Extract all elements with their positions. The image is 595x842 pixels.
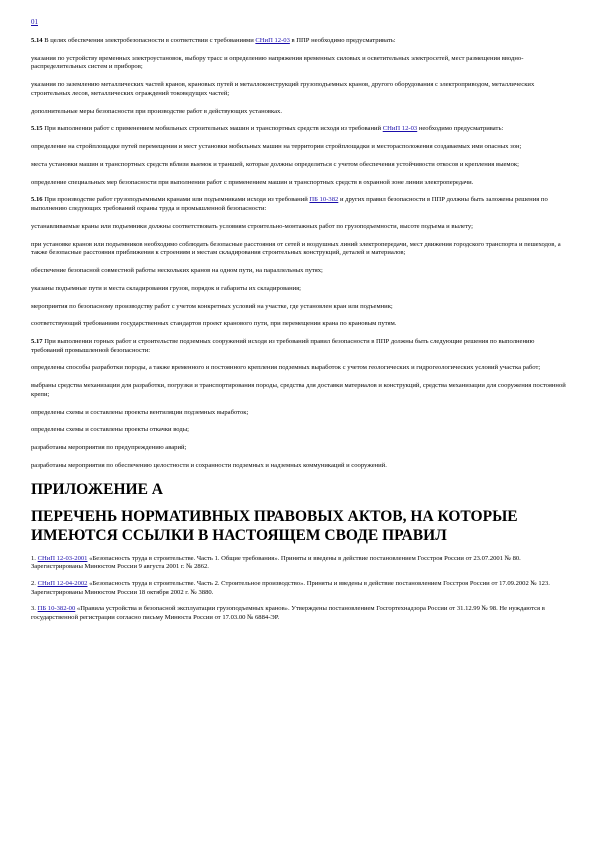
paragraph — [31, 196, 567, 213]
paragraph — [31, 37, 567, 46]
paragraph: разработаны мероприятия по обеспечению целостности и сохранности подземных и надземных коммуникаций и сооружений. — [31, 461, 387, 469]
clause-text: В целях обеспечения электробезопасности в соответствии с требованиями — [42, 37, 256, 44]
paragraph: определены способы разработки породы, а также временного и постоянного крепления подземных выработок с учетом геологических и гидрогеологических условий участка работ; — [31, 364, 541, 372]
paragraph: указания по заземлению металлических частей кранов, крановых путей и металлоконструкций грузоподъемных кранов, другого оборудования с электроприводом, металлических строительных лесов, металлических ограждений токоведущих частей; — [31, 81, 535, 97]
clause-number: 5.17 — [31, 338, 43, 346]
paragraph: определены схемы и составлены проекты вентиляции подземных выработок; — [31, 408, 249, 416]
appendix-title: ПЕРЕЧЕНЬ НОРМАТИВНЫХ ПРАВОВЫХ АКТОВ, НА КОТОРЫЕ ИМЕЮТСЯ ССЫЛКИ В НАСТОЯЩЕМ СВОДЕ ПРАВИЛ — [31, 507, 518, 544]
paragraph: выбраны средства механизации для разработки, погрузки и транспортирования породы, средства для доставки материалов и конструкций, средства механизации для сооружения постоянной крепи; — [31, 382, 566, 398]
reference-link[interactable]: ПБ 10-382-00 — [37, 605, 76, 613]
standard-link[interactable]: СНиП 12-03 — [382, 125, 418, 133]
reference-number: 3. — [31, 605, 36, 613]
paragraph — [31, 338, 567, 355]
paragraph: указаны подъемные пути и места складирования грузов, порядок и габариты их складирования; — [31, 284, 301, 292]
reference-text: «Правила устройства и безопасной эксплуатации грузоподъемных кранов». Утверждены постановлением Госгортехнадзора России от 31.12.99 № 98. Не нуждаются в государственной регистрации согласно письму Минюста России от 17.03.00 № 6884-ЭР. — [31, 605, 545, 621]
reference-list — [31, 555, 567, 623]
clause-text: При выполнении работ с применением мобильных строительных машин и транспортных средств исходя из требований — [42, 125, 383, 133]
standard-link[interactable]: ПБ 10-382 — [309, 196, 339, 204]
document-page — [31, 18, 567, 630]
reference-link[interactable]: СНиП 12-04-2002 — [37, 579, 88, 587]
standard-link[interactable]: СНиП 12-03 — [255, 37, 290, 44]
clause-text: При выполнении горных работ и строительстве подземных сооружений исходя из требований правил безопасности в ППР должны быть следующие решения по выполнению требований промышленной безопасности: — [31, 338, 535, 354]
paragraph: указания по устройству временных электроустановок, выбору трасс и определению напряжения временных силовых и осветительных электросетей, мест размещения вводно-распределительных систем и приборов; — [31, 54, 524, 71]
paragraph: определение на стройплощадке путей перемещения и мест установки мобильных машин на территории стройплощадки и месторасположения создаваемых ими опасных зон; — [31, 143, 522, 151]
paragraph: определены схемы и составлены проекты откачки воды; — [31, 426, 190, 434]
body-paragraphs — [31, 37, 567, 471]
reference-text: «Безопасность труда в строительстве. Часть 1. Общие требования». Приняты и введены в действие постановлением Госстроя России от 23.07.2001 № 80. Зарегистрированы Минюстом России 9 августа 2001 г. № 2862. — [31, 554, 521, 571]
paragraph: дополнительные меры безопасности при производстве работ в действующих установках. — [31, 107, 282, 115]
paragraph: определение специальных мер безопасности при выполнении работ с применением машин и транспортных средств в охранной зоне линии электропередачи. — [31, 178, 474, 186]
paragraph: обеспечение безопасной совместной работы нескольких кранов на одном пути, на параллельных путях; — [31, 266, 323, 274]
clause-number: 5.16 — [31, 196, 43, 204]
paragraph — [31, 125, 567, 134]
reference-item — [31, 605, 567, 622]
reference-number: 2. — [31, 579, 36, 587]
paragraph: разработаны мероприятия по предупреждению аварий; — [31, 444, 187, 452]
paragraph: мероприятия по безопасному производству работ с учетом конкретных условий на участке, где установлен кран или подъемник; — [31, 302, 393, 310]
paragraph: устанавливаемые краны или подъемники должны соответствовать условиям строительно-монтажных работ по грузоподъемности, высоте подъема и вылету; — [31, 222, 473, 230]
clause-number: 5.15 — [31, 125, 43, 133]
clause-text-continued: необходимо предусматривать: — [417, 125, 504, 133]
reference-text: «Безопасность труда в строительстве. Часть 2. Строительное производство». Приняты и введены в действие постановлением Госстроя России от 17.09.2002 № 123. Зарегистрированы Минюстом России 18 октября 2002 г. № 3880. — [31, 579, 550, 596]
paragraph: места установки машин и транспортных средств вблизи выемок и траншей, которые должны определяться с учетом обеспечения устойчивости откосов и крепления выемок; — [31, 160, 519, 168]
reference-item — [31, 555, 567, 572]
top-page-link[interactable]: 01 — [31, 18, 38, 26]
clause-number: 5.14 — [31, 37, 43, 44]
paragraph: соответствующий требованиям государственных стандартов проект кранового пути, при перемещении крана по крановым путям. — [31, 320, 397, 328]
appendix-heading: ПРИЛОЖЕНИЕ А — [31, 480, 163, 498]
paragraph: при установке кранов или подъемников необходимо соблюдать безопасные расстояния от сетей и воздушных линий электропередачи, мест движения городского транспорта и пешеходов, а также безопасные расстояния приближения к строениям и местам складирования строительных конструкций, деталей и материалов; — [31, 240, 561, 257]
reference-number: 1. — [31, 554, 36, 562]
clause-text: При производстве работ грузоподъемными кранами или подъемниками исходя из требований — [42, 196, 310, 204]
clause-text-continued: в ППР необходимо предусматривать: — [289, 37, 396, 44]
clause-text-continued: и других правил безопасности в ППР должны быть заложены решения по выполнению следующих требований охраны труда и промышленной безопасности: — [31, 196, 548, 213]
reference-item — [31, 580, 567, 597]
reference-link[interactable]: СНиП 12-03-2001 — [37, 554, 88, 562]
